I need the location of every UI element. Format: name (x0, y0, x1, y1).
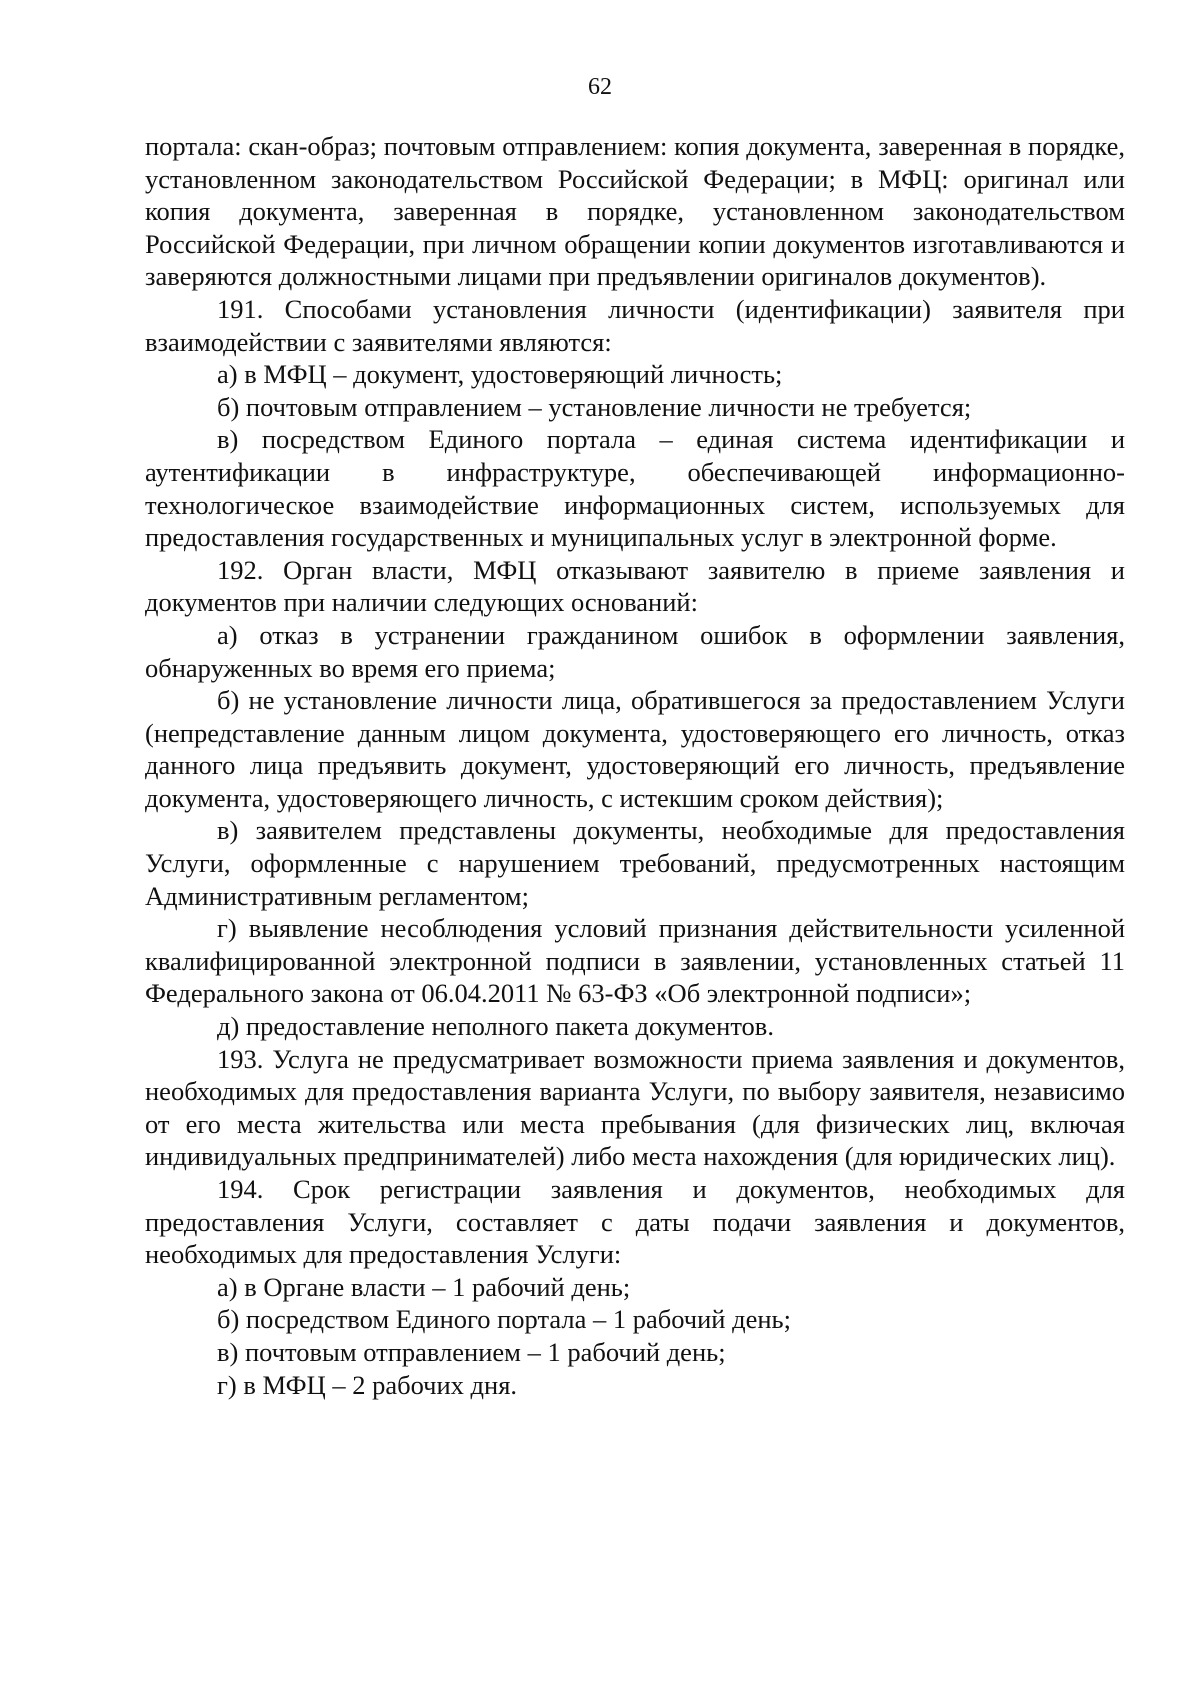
document-body (145, 130, 1125, 1401)
list-item-194-a: а) в Органе власти – 1 рабочий день; (217, 1271, 631, 1302)
paragraph-194: 194. Срок регистрации заявления и документов, необходимых для предоставления Услуги, составляет с даты подачи заявления и документов, необходимых для предоставления Услуги: (145, 1174, 1125, 1270)
paragraph-191: 191. Способами установления личности (идентификации) заявителя при взаимодействии с заявителями являются: (145, 293, 1125, 357)
list-item-192-d: д) предоставление неполного пакета документов. (217, 1011, 774, 1042)
paragraph-192: 192. Орган власти, МФЦ отказывают заявителю в приеме заявления и документов при наличии следующих оснований: (145, 554, 1125, 618)
list-item-194-v: в) почтовым отправлением – 1 рабочий день; (217, 1336, 726, 1367)
paragraph-193: 193. Услуга не предусматривает возможности приема заявления и документов, необходимых для предоставления варианта Услуги, по выбору заявителя, независимо от его места жительства или места пребывания (для физических лиц, включая индивидуальных предпринимателей) либо места нахождения (для юридических лиц). (145, 1043, 1125, 1172)
list-item-194-g: г) в МФЦ – 2 рабочих дня. (217, 1369, 518, 1400)
list-item-192-b: б) не установление личности лица, обратившегося за предоставлением Услуги (непредставление данным лицом документа, удостоверяющего его личность, отказ данного лица предъявить документ, удостоверяющий его личность, предъявление документа, удостоверяющего личность, с истекшим сроком действия); (145, 685, 1125, 813)
page-number: 62 (588, 74, 612, 100)
paragraph-continuation: портала: скан-образ; почтовым отправлением: копия документа, заверенная в порядке, установленном законодательством Российской Федерации; в МФЦ: оригинал или копия документа, заверенная в порядке, установленном законодательством Российской Федерации, при личном обращении копии документов изготавливаются и заверяются должностными лицами при предъявлении оригиналов документов). (145, 131, 1125, 292)
list-item-191-b: б) почтовым отправлением – установление личности не требуется; (217, 391, 972, 422)
list-item-192-g: г) выявление несоблюдения условий признания действительности усиленной квалифицированной электронной подписи в заявлении, установленных статьей 11 Федерального закона от 06.04.2011 № 63-ФЗ «Об электронной подписи»; (145, 913, 1125, 1009)
list-item-194-b: б) посредством Единого портала – 1 рабочий день; (217, 1304, 791, 1335)
list-item-192-a: а) отказ в устранении гражданином ошибок в оформлении заявления, обнаруженных во время его приема; (145, 619, 1125, 683)
list-item-191-a: а) в МФЦ – документ, удостоверяющий личность; (217, 359, 783, 390)
list-item-192-v: в) заявителем представлены документы, необходимые для предоставления Услуги, оформленные с нарушением требований, предусмотренных настоящим Административным регламентом; (145, 815, 1125, 911)
list-item-191-v: в) посредством Единого портала – единая система идентификации и аутентификации в инфраструктуре, обеспечивающей информационно-технологическое взаимодействие информационных систем, используемых для предоставления государственных и муниципальных услуг в электронной форме. (145, 424, 1125, 553)
